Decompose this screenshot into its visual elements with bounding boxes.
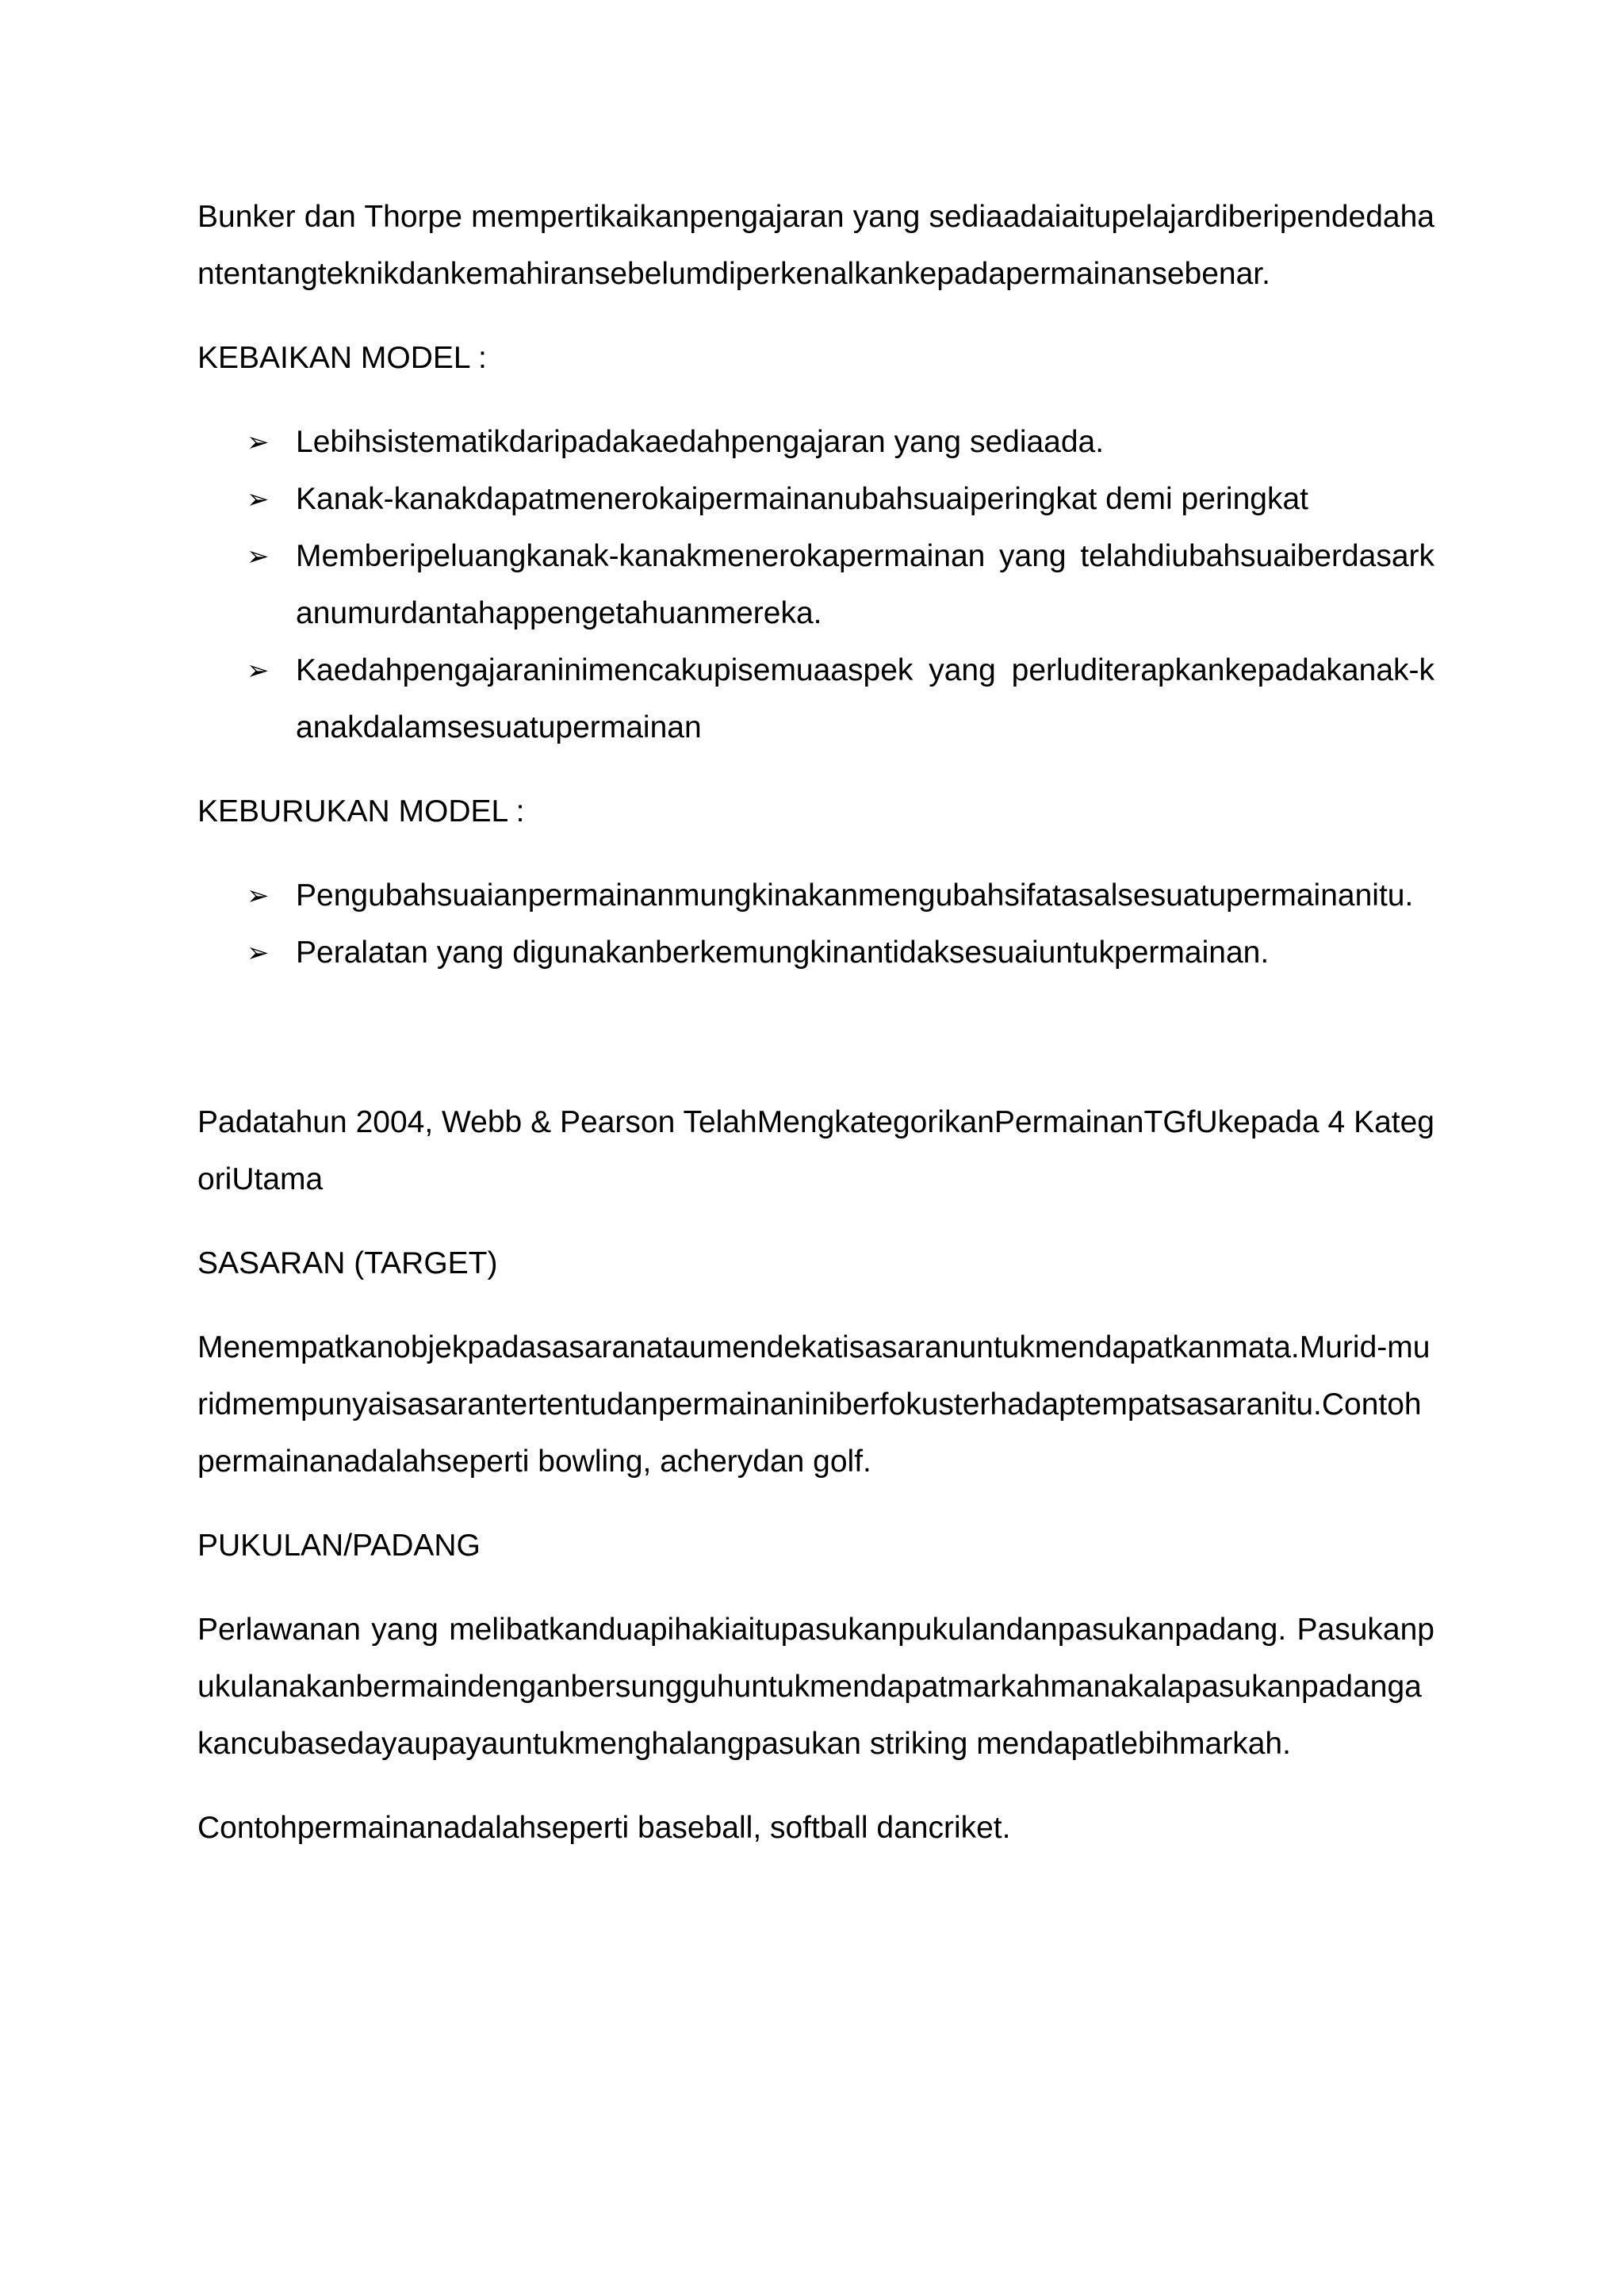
pukulan-heading: PUKULAN/PADANG (197, 1529, 481, 1563)
list-item (197, 471, 1434, 528)
arrowhead-bullet-icon: ➢ (247, 937, 270, 969)
intro-paragraph: Bunker dan Thorpe mempertikaikanpengajaran yang sediaadaiaitupelajardiberipendedahantentangteknikdankemahiransebelumdiperkenalkankepadapermainansebenar. (197, 200, 1434, 291)
arrowhead-bullet-icon: ➢ (247, 427, 270, 458)
pukulan-paragraph: Perlawanan yang melibatkanduapihakiaitupasukanpukulandanpasukanpadang. Pasukanpukulanakanbermaindenganbersungguhuntukmendapatmarkahmanakalapasukanpadangakancubasedayaupayauntukmenghalangpasukan striking mendapatlebihmarkah. (197, 1613, 1434, 1761)
list-item-text: Memberipeluangkanak-kanakmenerokapermainan yang telahdiubahsuaiberdasarkanumurdantahappengetahuanmereka. (296, 539, 1434, 630)
list-item (197, 642, 1434, 756)
pukulan-example: Contohpermainanadalahseperti baseball, softball dancriket. (197, 1811, 1011, 1845)
arrowhead-bullet-icon: ➢ (247, 880, 270, 912)
list-item (197, 528, 1434, 642)
list-item (197, 414, 1434, 471)
kebaikan-heading: KEBAIKAN MODEL : (197, 341, 487, 375)
list-item-text: Kanak-kanakdapatmenerokaipermainanubahsuaiperingkat demi peringkat (296, 482, 1308, 516)
keburukan-list (197, 867, 1434, 982)
document-page (197, 189, 1434, 1857)
list-item-text: Pengubahsuaianpermainanmungkinakanmengubahsifatasalsesuatupermainanitu. (296, 878, 1414, 913)
arrowhead-bullet-icon: ➢ (247, 655, 270, 687)
kategori-intro-paragraph: Padatahun 2004, Webb & Pearson TelahMengkategorikanPermainanTGfUkepada 4 KategoriUtama (197, 1105, 1434, 1196)
list-item-text: Lebihsistematikdaripadakaedahpengajaran yang sediaada. (296, 425, 1105, 459)
list-item-text: Peralatan yang digunakanberkemungkinantidaksesuaiuntukpermainan. (296, 936, 1270, 970)
arrowhead-bullet-icon: ➢ (247, 484, 270, 515)
list-item (197, 867, 1434, 924)
list-item (197, 924, 1434, 982)
list-item-text: Kaedahpengajaraninimencakupisemuaaspek yang perluditerapkankepadakanak-kanakdalamsesuatupermainan (296, 653, 1434, 744)
sasaran-paragraph: Menempatkanobjekpadasasaranataumendekatisasaranuntukmendapatkanmata.Murid-muridmempunyaisasarantertentudanpermainaniniberfokusterhadaptempatsasaranitu.Contohpermainanadalahseperti bowling, acherydan golf. (197, 1330, 1431, 1479)
arrowhead-bullet-icon: ➢ (247, 541, 270, 572)
kebaikan-list (197, 414, 1434, 756)
sasaran-heading: SASARAN (TARGET) (197, 1246, 498, 1280)
keburukan-heading: KEBURUKAN MODEL : (197, 794, 525, 828)
